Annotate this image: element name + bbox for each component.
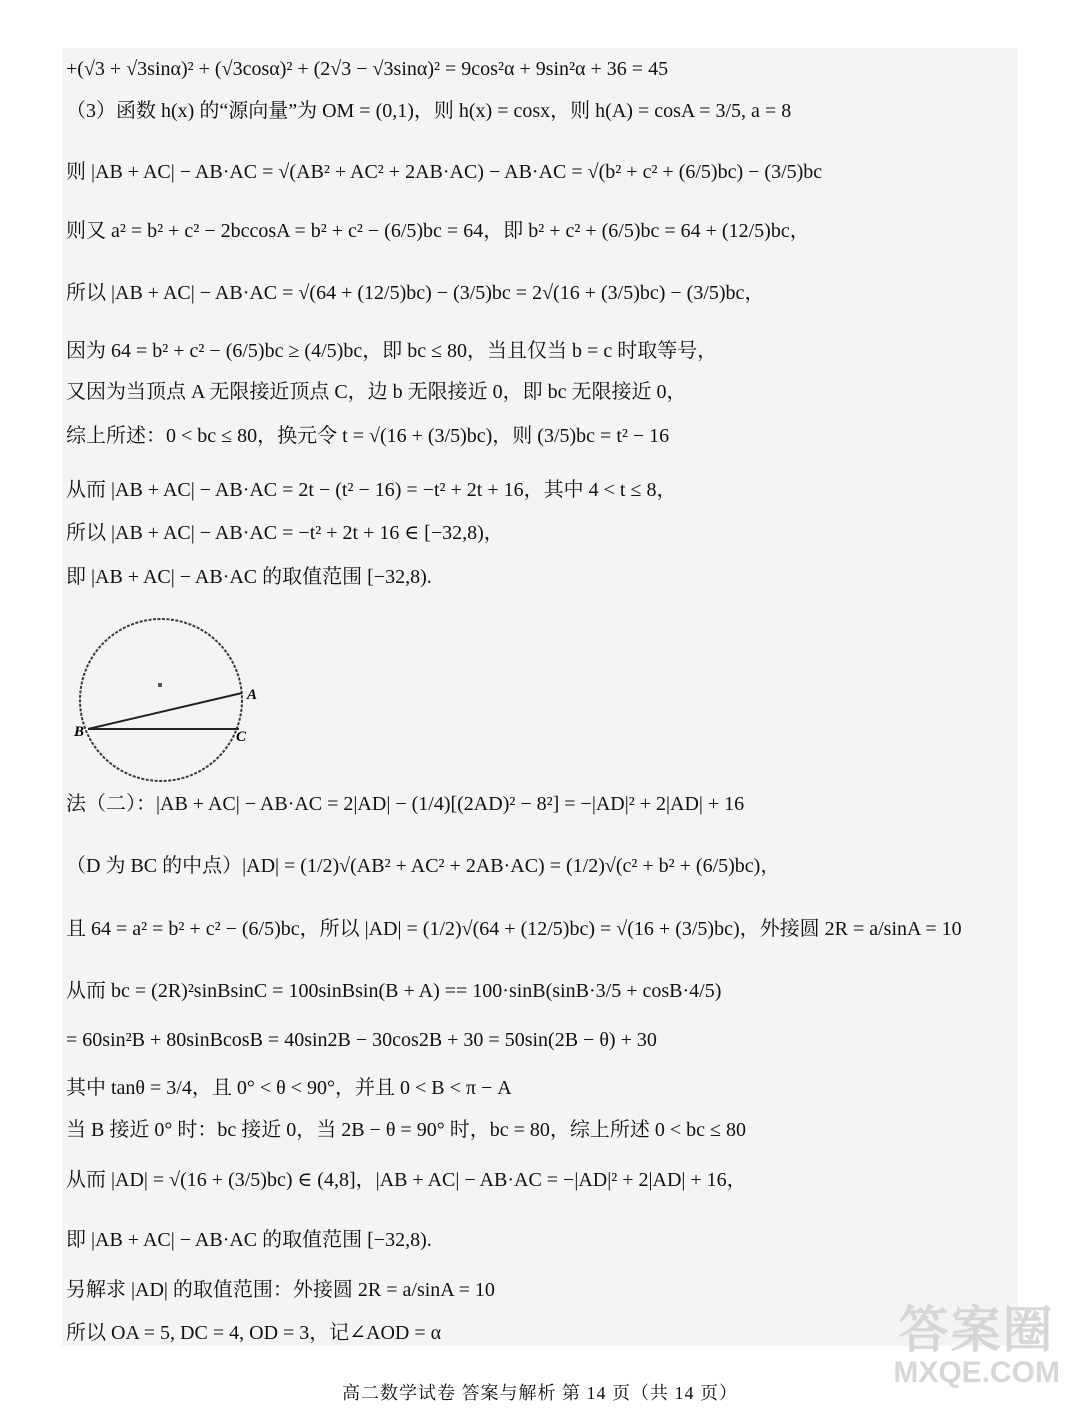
ad-range-line: 从而 |AD| = √(16 + (3/5)bc) ∈ (4,8]，|AB + AC| − AB·AC = −|AD|² + 2|AD| + 16， bbox=[66, 1169, 747, 1191]
segment-ba bbox=[88, 693, 242, 729]
label-c: C bbox=[236, 729, 247, 745]
theta-line: 其中 tanθ = 3/4，且 0° < θ < 90°，并且 0 < B < π − A bbox=[66, 1077, 512, 1099]
bc-expansion-line: 从而 bc = (2R)²sinBsinC = 100sinBsin(B + A) == 100·sinB(sinB·3/5 + cosB·4/5) bbox=[66, 980, 722, 1002]
label-a: A bbox=[247, 687, 258, 703]
part3-intro-line: （3）函数 h(x) 的“源向量”为 OM = (0,1)，则 h(x) = cosx，则 h(A) = cosA = 3/5, a = 8 bbox=[66, 100, 792, 122]
range-line: 所以 |AB + AC| − AB·AC = −t² + 2t + 16 ∈ [−32,8)， bbox=[66, 522, 504, 544]
midpoint-line: （D 为 BC 的中点）|AD| = (1/2)√(AB² + AC² + 2AB·AC) = (1/2)√(c² + b² + (6/5)bc)， bbox=[66, 855, 781, 877]
change-of-variable-line: 综上所述：0 < bc ≤ 80，换元令 t = √(16 + (3/5)bc)，则 (3/5)bc = t² − 16 bbox=[66, 425, 670, 447]
ad-length-line: 且 64 = a² = b² + c² − (6/5)bc，所以 |AD| = (1/2)√(64 + (12/5)bc) = √(16 + (3/5)bc)，外接圆 2R = a/sinA = 10 bbox=[66, 918, 962, 940]
center-point bbox=[158, 683, 162, 687]
watermark-logo bbox=[893, 1303, 1060, 1389]
conclusion-line: 即 |AB + AC| − AB·AC 的取值范围 [−32,8). bbox=[66, 566, 432, 588]
page-footer: 高二数学试卷 答案与解析 第 14 页（共 14 页） bbox=[342, 1383, 738, 1403]
cosine-law-line: 则又 a² = b² + c² − 2bccosA = b² + c² − (6/5)bc = 64，即 b² + c² + (6/5)bc = 64 + (12/5)bc， bbox=[66, 220, 810, 242]
inequality-line: 因为 64 = b² + c² − (6/5)bc ≥ (4/5)bc，即 bc ≤ 80，当且仅当 b = c 时取等号， bbox=[66, 340, 718, 362]
method-two-line: 法（二）：|AB + AC| − AB·AC = 2|AD| − (1/4)[(2AD)² − 8²] = −|AD|² + 2|AD| + 16 bbox=[66, 793, 745, 815]
circumcircle bbox=[80, 619, 242, 781]
watermark-main: 答案圈 bbox=[898, 1302, 1055, 1358]
trig-simplification-line: = 60sin²B + 80sinBcosB = 40sin2B − 30cos2B + 30 = 50sin(2B − θ) + 30 bbox=[66, 1029, 657, 1051]
expansion-line: +(√3 + √3sinα)² + (√3cosα)² + (2√3 − √3sinα)² = 9cos²α + 9sin²α + 36 = 45 bbox=[66, 58, 669, 80]
watermark-url: MXQE.COM bbox=[893, 1356, 1060, 1389]
label-b: B bbox=[74, 724, 85, 740]
quadratic-line: 从而 |AB + AC| − AB·AC = 2t − (t² − 16) = −t² + 2t + 16，其中 4 < t ≤ 8， bbox=[66, 479, 677, 501]
substitution-line: 所以 |AB + AC| − AB·AC = √(64 + (12/5)bc) − (3/5)bc = 2√(16 + (3/5)bc) − (3/5)bc， bbox=[66, 282, 765, 304]
alternative-line: 另解求 |AD| 的取值范围：外接圆 2R = a/sinA = 10 bbox=[66, 1279, 495, 1301]
oa-dc-od-line: 所以 OA = 5, DC = 4, OD = 3，记∠AOD = α bbox=[66, 1322, 442, 1344]
vector-expression-line: 则 |AB + AC| − AB·AC = √(AB² + AC² + 2AB·AC) − AB·AC = √(b² + c² + (6/5)bc) − (3/5)bc bbox=[66, 161, 823, 183]
final-range-line: 即 |AB + AC| − AB·AC 的取值范围 [−32,8). bbox=[66, 1229, 432, 1251]
bc-range-line: 当 B 接近 0° 时：bc 接近 0，当 2B − θ = 90° 时，bc = 80，综上所述 0 < bc ≤ 80 bbox=[66, 1119, 746, 1141]
limit-line: 又因为当顶点 A 无限接近顶点 C，边 b 无限接近 0，即 bc 无限接近 0， bbox=[66, 381, 687, 403]
circumcircle-figure bbox=[62, 612, 262, 787]
